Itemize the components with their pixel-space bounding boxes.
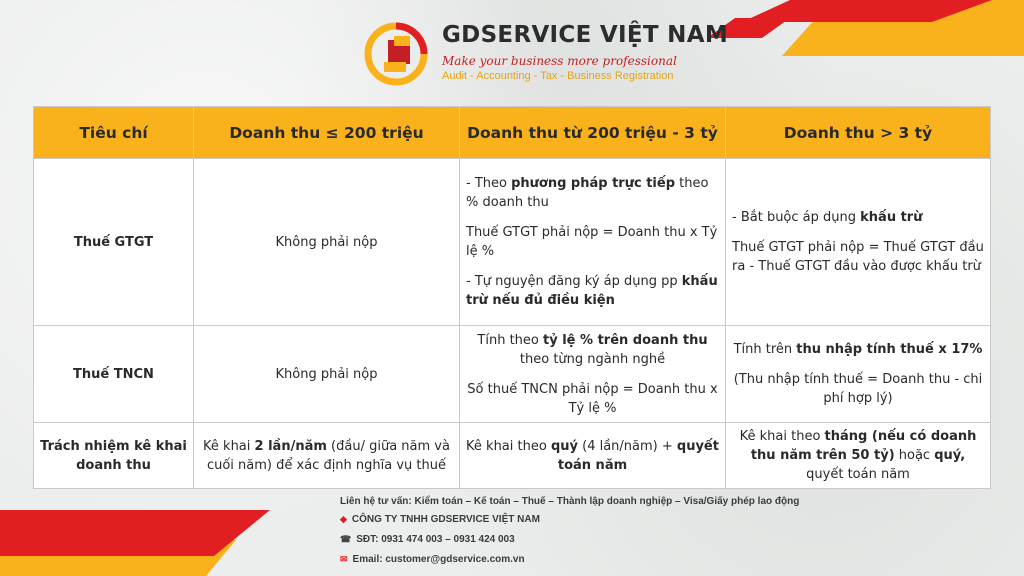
vat-mid-voluntary: - Tự nguyện đăng ký áp dụng pp khấu trừ nếu đủ điều kiện xyxy=(466,274,718,308)
footer-email: Email: customer@gdservice.com.vn xyxy=(352,554,525,565)
pit-under-200m: Không phải nộp xyxy=(194,326,460,423)
table-header-row xyxy=(34,107,991,159)
header-revenue-200m-3b: Doanh thu từ 200 triệu - 3 tỷ xyxy=(460,107,726,159)
gd-logo-icon xyxy=(362,18,434,88)
declaration-under-200m: Kê khai 2 lần/năm (đầu/ giữa năm và cuối năm) để xác định nghĩa vụ thuế xyxy=(194,423,460,489)
header-revenue-under-200m: Doanh thu ≤ 200 triệu xyxy=(194,107,460,159)
header-revenue-over-3b: Doanh thu > 3 tỷ xyxy=(726,107,991,159)
footer-phone-line xyxy=(340,534,515,545)
vat-high-mandatory: - Bắt buộc áp dụng khấu trừ xyxy=(732,210,923,225)
table-row-pit xyxy=(34,326,991,423)
brand-tagline: Make your business more professional xyxy=(442,54,677,68)
brand-title: GDSERVICE VIỆT NAM xyxy=(442,22,729,48)
criterion-vat: Thuế GTGT xyxy=(34,159,194,326)
vat-under-200m: Không phải nộp xyxy=(194,159,460,326)
tax-comparison-table xyxy=(33,106,991,489)
footer-phone: SĐT: 0931 474 003 – 0931 424 003 xyxy=(356,534,515,545)
brand-header xyxy=(362,18,729,88)
mail-icon: ✉ xyxy=(340,554,348,564)
pit-200m-3b xyxy=(460,326,726,423)
vat-high-formula: Thuế GTGT phải nộp = Thuế GTGT đầu ra - Thuế GTGT đầu vào được khấu trừ xyxy=(732,240,984,274)
declaration-200m-3b: Kê khai theo quý (4 lần/năm) + quyết toán năm xyxy=(460,423,726,489)
brand-services: Audit - Accounting - Tax - Business Registration xyxy=(442,70,674,82)
vat-200m-3b xyxy=(460,159,726,326)
pit-high-formula: (Thu nhập tính thuế = Doanh thu - chi phí hợp lý) xyxy=(733,372,983,406)
table-row-declaration xyxy=(34,423,991,489)
bottom-left-stripe-red xyxy=(0,510,270,556)
criterion-pit: Thuế TNCN xyxy=(34,326,194,423)
phone-icon: ☎ xyxy=(340,534,352,544)
pit-high-method: Tính trên thu nhập tính thuế x 17% xyxy=(733,342,983,357)
footer-email-line xyxy=(340,554,525,565)
vat-over-3b xyxy=(726,159,991,326)
pit-over-3b xyxy=(726,326,991,423)
header-criteria: Tiêu chí xyxy=(34,107,194,159)
footer-company-line xyxy=(340,514,540,525)
vat-mid-formula: Thuế GTGT phải nộp = Doanh thu x Tỷ lệ % xyxy=(466,225,718,259)
table-row-vat xyxy=(34,159,991,326)
diamond-icon: ◆ xyxy=(340,514,347,524)
vat-mid-method: - Theo phương pháp trực tiếp theo % doanh thu xyxy=(466,176,709,210)
criterion-declaration: Trách nhiệm kê khai doanh thu xyxy=(34,423,194,489)
declaration-over-3b: Kê khai theo tháng (nếu có doanh thu năm trên 50 tỷ) hoặc quý, quyết toán năm xyxy=(726,423,991,489)
pit-mid-formula: Số thuế TNCN phải nộp = Doanh thu x Tỷ lệ % xyxy=(467,381,718,416)
footer-consult: Liên hệ tư vấn: Kiểm toán – Kế toán – Thuế – Thành lập doanh nghiệp – Visa/Giấy phép lao động xyxy=(340,496,800,507)
pit-mid-method: Tính theo tỷ lệ % trên doanh thu theo từng ngành nghề xyxy=(477,332,708,367)
footer-company: CÔNG TY TNHH GDSERVICE VIỆT NAM xyxy=(351,514,540,525)
